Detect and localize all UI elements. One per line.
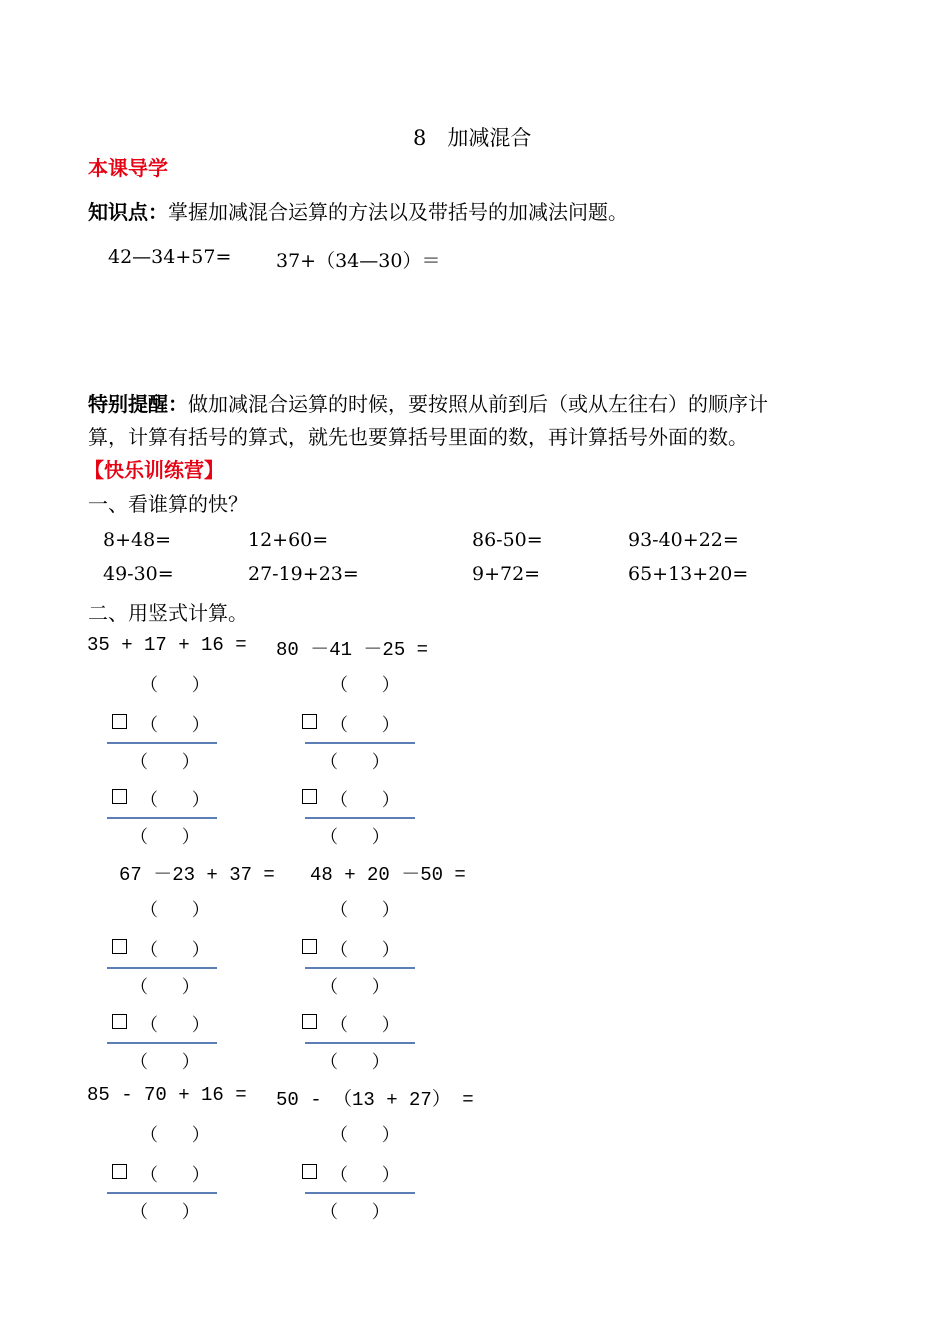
answer-blank: （ ） <box>330 1125 400 1146</box>
quick-calc-item: 9+72= <box>472 563 541 585</box>
answer-blank: （ ） <box>130 977 200 998</box>
quick-calc-item: 49-30= <box>103 563 174 585</box>
operator-box <box>112 1164 127 1179</box>
operator-box <box>302 789 317 804</box>
answer-blank: （ ） <box>140 1165 210 1186</box>
answer-blank: （ ） <box>320 1202 390 1223</box>
answer-blank: （ ） <box>130 1052 200 1073</box>
quick-calc-item: 86-50= <box>472 529 543 551</box>
operator-box <box>302 939 317 954</box>
quick-calc-item: 65+13+20= <box>628 563 749 585</box>
operator-box <box>112 939 127 954</box>
knowledge-point <box>88 196 628 225</box>
sum-line <box>107 1042 217 1044</box>
sum-line <box>107 742 217 744</box>
quick-calc-item: 27-19+23= <box>248 563 359 585</box>
reminder-label: 特别提醒： <box>88 392 188 416</box>
answer-blank: （ ） <box>140 940 210 961</box>
answer-blank: （ ） <box>320 1052 390 1073</box>
knowledge-label: 知识点： <box>88 200 168 224</box>
sum-line <box>107 967 217 969</box>
vertical-problem: 67 －23 + 37 = <box>119 864 275 886</box>
reminder-line-2: 算，计算有括号的算式，就先也要算括号里面的数，再计算括号外面的数。 <box>88 425 748 449</box>
answer-blank: （ ） <box>320 827 390 848</box>
knowledge-text: 掌握加减混合运算的方法以及带括号的加减法问题。 <box>168 200 628 224</box>
answer-blank: （ ） <box>140 790 210 811</box>
operator-box <box>112 1014 127 1029</box>
quick-calc-item: 12+60= <box>248 529 329 551</box>
part1-title: 一、看谁算的快？ <box>88 492 248 516</box>
operator-box <box>112 789 127 804</box>
answer-blank: （ ） <box>130 827 200 848</box>
answer-blank: （ ） <box>330 1165 400 1186</box>
answer-blank: （ ） <box>140 675 210 696</box>
answer-blank: （ ） <box>330 1015 400 1036</box>
practice-heading: 【快乐训练营】 <box>84 458 224 482</box>
quick-calc-item: 93-40+22= <box>628 529 739 551</box>
answer-blank: （ ） <box>330 675 400 696</box>
part2-title: 二、用竖式计算。 <box>88 601 248 625</box>
sum-line <box>305 967 415 969</box>
sum-line <box>305 1192 415 1194</box>
quick-calc-item: 8+48= <box>103 529 172 551</box>
reminder-text-1: 做加减混合运算的时候，要按照从前到后（或从左往右）的顺序计 <box>188 392 768 416</box>
answer-blank: （ ） <box>330 900 400 921</box>
vertical-problem: 35 + 17 + 16 = <box>87 634 247 656</box>
reminder-line-1 <box>88 388 768 417</box>
operator-box <box>302 1014 317 1029</box>
sum-line <box>107 817 217 819</box>
sum-line <box>305 817 415 819</box>
answer-blank: （ ） <box>320 752 390 773</box>
sum-line <box>305 742 415 744</box>
vertical-problem: 80 －41 －25 = <box>276 639 429 661</box>
sum-line <box>107 1192 217 1194</box>
answer-blank: （ ） <box>320 977 390 998</box>
answer-blank: （ ） <box>140 1015 210 1036</box>
vertical-problem: 50 - （13 + 27） = <box>276 1089 474 1111</box>
operator-box <box>302 1164 317 1179</box>
guide-heading: 本课导学 <box>88 156 168 180</box>
vertical-problem: 85 - 70 + 16 = <box>87 1084 247 1106</box>
operator-box <box>302 714 317 729</box>
lesson-title: 8 加减混合 <box>413 126 532 150</box>
answer-blank: （ ） <box>130 1202 200 1223</box>
answer-blank: （ ） <box>330 715 400 736</box>
sum-line <box>305 1042 415 1044</box>
example-1: 42—34+57= <box>108 246 232 268</box>
operator-box <box>112 714 127 729</box>
answer-blank: （ ） <box>330 790 400 811</box>
answer-blank: （ ） <box>130 752 200 773</box>
answer-blank: （ ） <box>140 900 210 921</box>
vertical-problem: 48 + 20 －50 = <box>310 864 466 886</box>
example-2: 37+（34—30）＝ <box>276 250 441 272</box>
answer-blank: （ ） <box>330 940 400 961</box>
answer-blank: （ ） <box>140 715 210 736</box>
answer-blank: （ ） <box>140 1125 210 1146</box>
